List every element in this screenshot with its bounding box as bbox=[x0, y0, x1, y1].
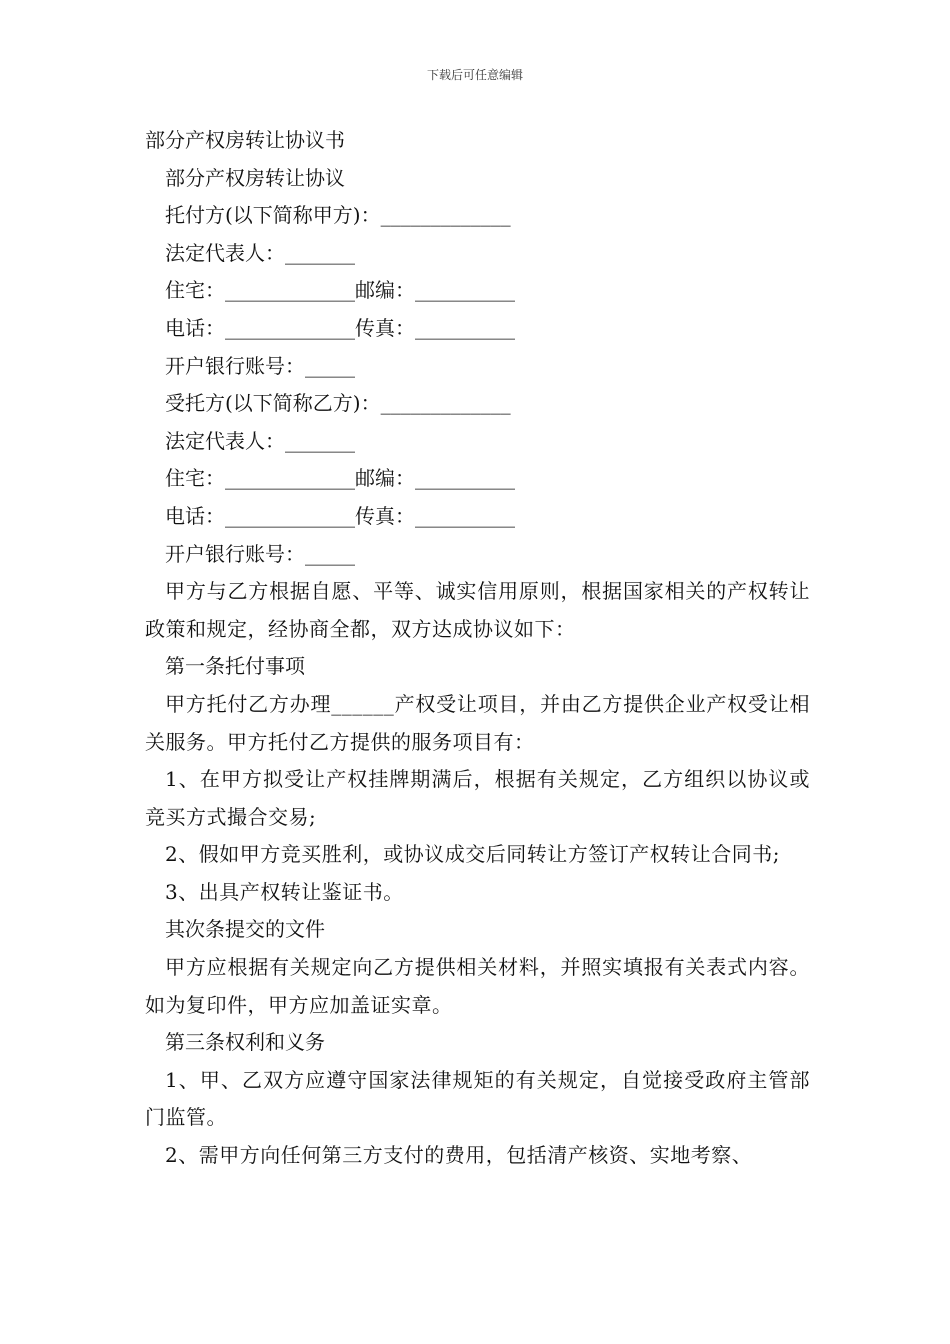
article-1-item-3: 3、出具产权转让鉴证书。 bbox=[165, 879, 404, 904]
article-3-item-1: 1、甲、乙双方应遵守国家法律规矩的有关规定，自觉接受政府主管部门监管。 bbox=[145, 1067, 810, 1130]
party-b-representative-line: 法定代表人：_______ bbox=[165, 428, 355, 453]
party-b-bank-line: 开户银行账号：_____ bbox=[165, 541, 355, 566]
article-1-item-1: 1、在甲方拟受让产权挂牌期满后，根据有关规定，乙方组织以协议或竞买方式撮合交易; bbox=[145, 767, 810, 829]
party-a-address-line: 住宅：_____________邮编：__________ bbox=[165, 278, 515, 303]
article-2-heading: 其次条提交的文件 bbox=[165, 917, 325, 942]
article-3-item-2: 2、需甲方向任何第三方支付的费用，包括清产核资、实地考察、 bbox=[165, 1143, 753, 1168]
page-header: 下载后可任意编辑 bbox=[426, 68, 523, 82]
party-b-name-line: 受托方(以下简称乙方)：_____________ bbox=[165, 391, 511, 416]
article-1-heading: 第一条托付事项 bbox=[165, 654, 305, 679]
party-b-phone-line: 电话：_____________传真：__________ bbox=[165, 503, 515, 528]
document-subtitle: 部分产权房转让协议 bbox=[165, 165, 345, 190]
party-b-address-line: 住宅：_____________邮编：__________ bbox=[165, 466, 515, 491]
document-title: 部分产权房转让协议书 bbox=[145, 128, 345, 152]
article-1-paragraph: 甲方托付乙方办理______产权受让项目，并由乙方提供企业产权受让相关服务。甲方托付乙方提供的服务项目有： bbox=[145, 691, 810, 754]
article-3-heading: 第三条权利和义务 bbox=[165, 1030, 325, 1055]
party-a-bank-line: 开户银行账号：_____ bbox=[165, 353, 355, 378]
article-1-item-2: 2、假如甲方竞买胜利，或协议成交后同转让方签订产权转让合同书; bbox=[165, 842, 780, 867]
article-2-paragraph: 甲方应根据有关规定向乙方提供相关材料，并照实填报有关表式内容。如为复印件，甲方应加盖证实章。 bbox=[145, 955, 810, 1017]
document-body bbox=[145, 122, 810, 1175]
party-a-representative-line: 法定代表人：_______ bbox=[165, 240, 355, 265]
party-a-phone-line: 电话：_____________传真：__________ bbox=[165, 315, 515, 340]
party-a-name-line: 托付方(以下简称甲方)：_____________ bbox=[165, 203, 511, 228]
intro-paragraph: 甲方与乙方根据自愿、平等、诚实信用原则，根据国家相关的产权转让政策和规定，经协商全都，双方达成协议如下： bbox=[145, 579, 810, 641]
